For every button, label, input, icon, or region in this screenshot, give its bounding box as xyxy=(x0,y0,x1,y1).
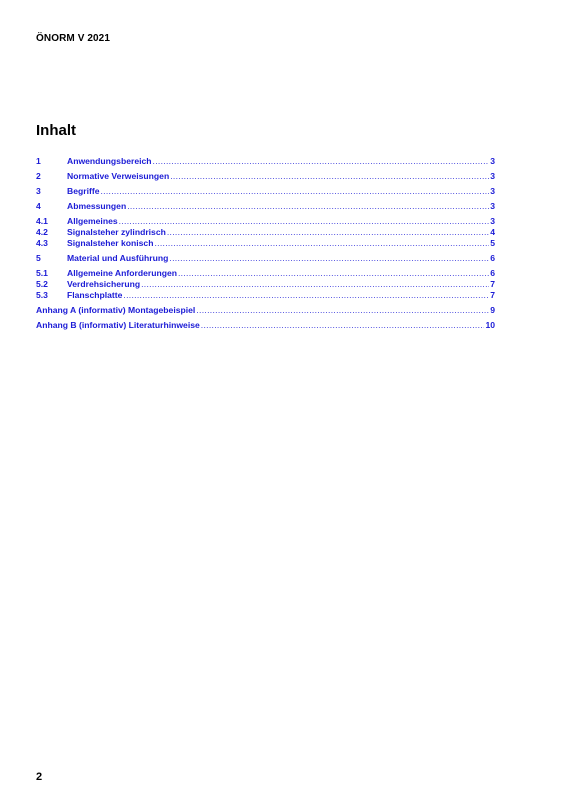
toc-entry-3[interactable] xyxy=(36,186,495,196)
toc-entry-page: 3 xyxy=(490,171,495,181)
toc-entry-title: Abmessungen xyxy=(67,201,127,211)
toc-entry-title: Allgemeine Anforderungen xyxy=(67,268,177,278)
toc-dot-leader xyxy=(119,216,490,226)
toc-entry-title: Signalsteher konisch xyxy=(67,238,154,248)
toc-entry-annex-b[interactable] xyxy=(36,320,495,330)
toc-entry-4-3[interactable] xyxy=(36,238,495,248)
toc-entry-4-2[interactable] xyxy=(36,227,495,237)
toc-heading: Inhalt xyxy=(36,122,76,139)
toc-dot-leader xyxy=(196,305,489,315)
toc-entry-number: 4.1 xyxy=(36,216,48,226)
toc-entry-5-1[interactable] xyxy=(36,268,495,278)
toc-entry-number: 5.1 xyxy=(36,268,48,278)
toc-entry-title: Anhang B (informativ) Literaturhinweise xyxy=(36,320,200,330)
toc-entry-page: 7 xyxy=(490,290,495,300)
toc-dot-leader xyxy=(170,171,489,181)
document-header: ÖNORM V 2021 xyxy=(36,33,111,44)
toc-entry-5-2[interactable] xyxy=(36,279,495,289)
toc-entry-number: 5 xyxy=(36,253,41,263)
toc-entry-title: Allgemeines xyxy=(67,216,118,226)
toc-entry-title: Normative Verweisungen xyxy=(67,171,170,181)
toc-entry-page: 3 xyxy=(490,186,495,196)
toc-dot-leader xyxy=(123,290,489,300)
toc-dot-leader xyxy=(154,238,489,248)
toc-entry-page: 3 xyxy=(490,156,495,166)
toc-dot-leader xyxy=(169,253,489,263)
toc-entry-page: 7 xyxy=(490,279,495,289)
toc-entry-1[interactable] xyxy=(36,156,495,166)
toc-entry-number: 4.3 xyxy=(36,238,48,248)
toc-entry-title: Flanschplatte xyxy=(67,290,123,300)
toc-entry-page: 5 xyxy=(490,238,495,248)
toc-entry-page: 6 xyxy=(490,253,495,263)
toc-dot-leader xyxy=(141,279,489,289)
toc-dot-leader xyxy=(201,320,485,330)
toc-dot-leader xyxy=(178,268,489,278)
toc-entry-title: Anwendungsbereich xyxy=(67,156,152,166)
toc-dot-leader xyxy=(167,227,489,237)
toc-entry-page: 3 xyxy=(490,201,495,211)
toc-entry-page: 6 xyxy=(490,268,495,278)
toc-entry-number: 4 xyxy=(36,201,41,211)
toc-entry-2[interactable] xyxy=(36,171,495,181)
toc-entry-number: 5.2 xyxy=(36,279,48,289)
toc-entry-5-3[interactable] xyxy=(36,290,495,300)
toc-entry-number: 5.3 xyxy=(36,290,48,300)
toc-entry-page: 4 xyxy=(490,227,495,237)
toc-entry-number: 1 xyxy=(36,156,41,166)
toc-entry-page: 10 xyxy=(485,320,495,330)
toc-entry-5[interactable] xyxy=(36,253,495,263)
toc-entry-title: Material und Ausführung xyxy=(67,253,169,263)
toc-entry-number: 4.2 xyxy=(36,227,48,237)
toc-entry-number: 3 xyxy=(36,186,41,196)
toc-dot-leader xyxy=(100,186,489,196)
toc-entry-page: 3 xyxy=(490,216,495,226)
page-number: 2 xyxy=(36,771,43,783)
toc-entry-title: Begriffe xyxy=(67,186,100,196)
toc-dot-leader xyxy=(127,201,489,211)
toc-entry-number: 2 xyxy=(36,171,41,181)
table-of-contents xyxy=(36,156,495,330)
toc-entry-title: Signalsteher zylindrisch xyxy=(67,227,166,237)
toc-entry-title: Verdrehsicherung xyxy=(67,279,141,289)
toc-entry-4-1[interactable] xyxy=(36,216,495,226)
toc-entry-title: Anhang A (informativ) Montagebeispiel xyxy=(36,305,196,315)
toc-entry-page: 9 xyxy=(490,305,495,315)
toc-entry-4[interactable] xyxy=(36,201,495,211)
toc-dot-leader xyxy=(153,156,490,166)
toc-entry-annex-a[interactable] xyxy=(36,305,495,315)
